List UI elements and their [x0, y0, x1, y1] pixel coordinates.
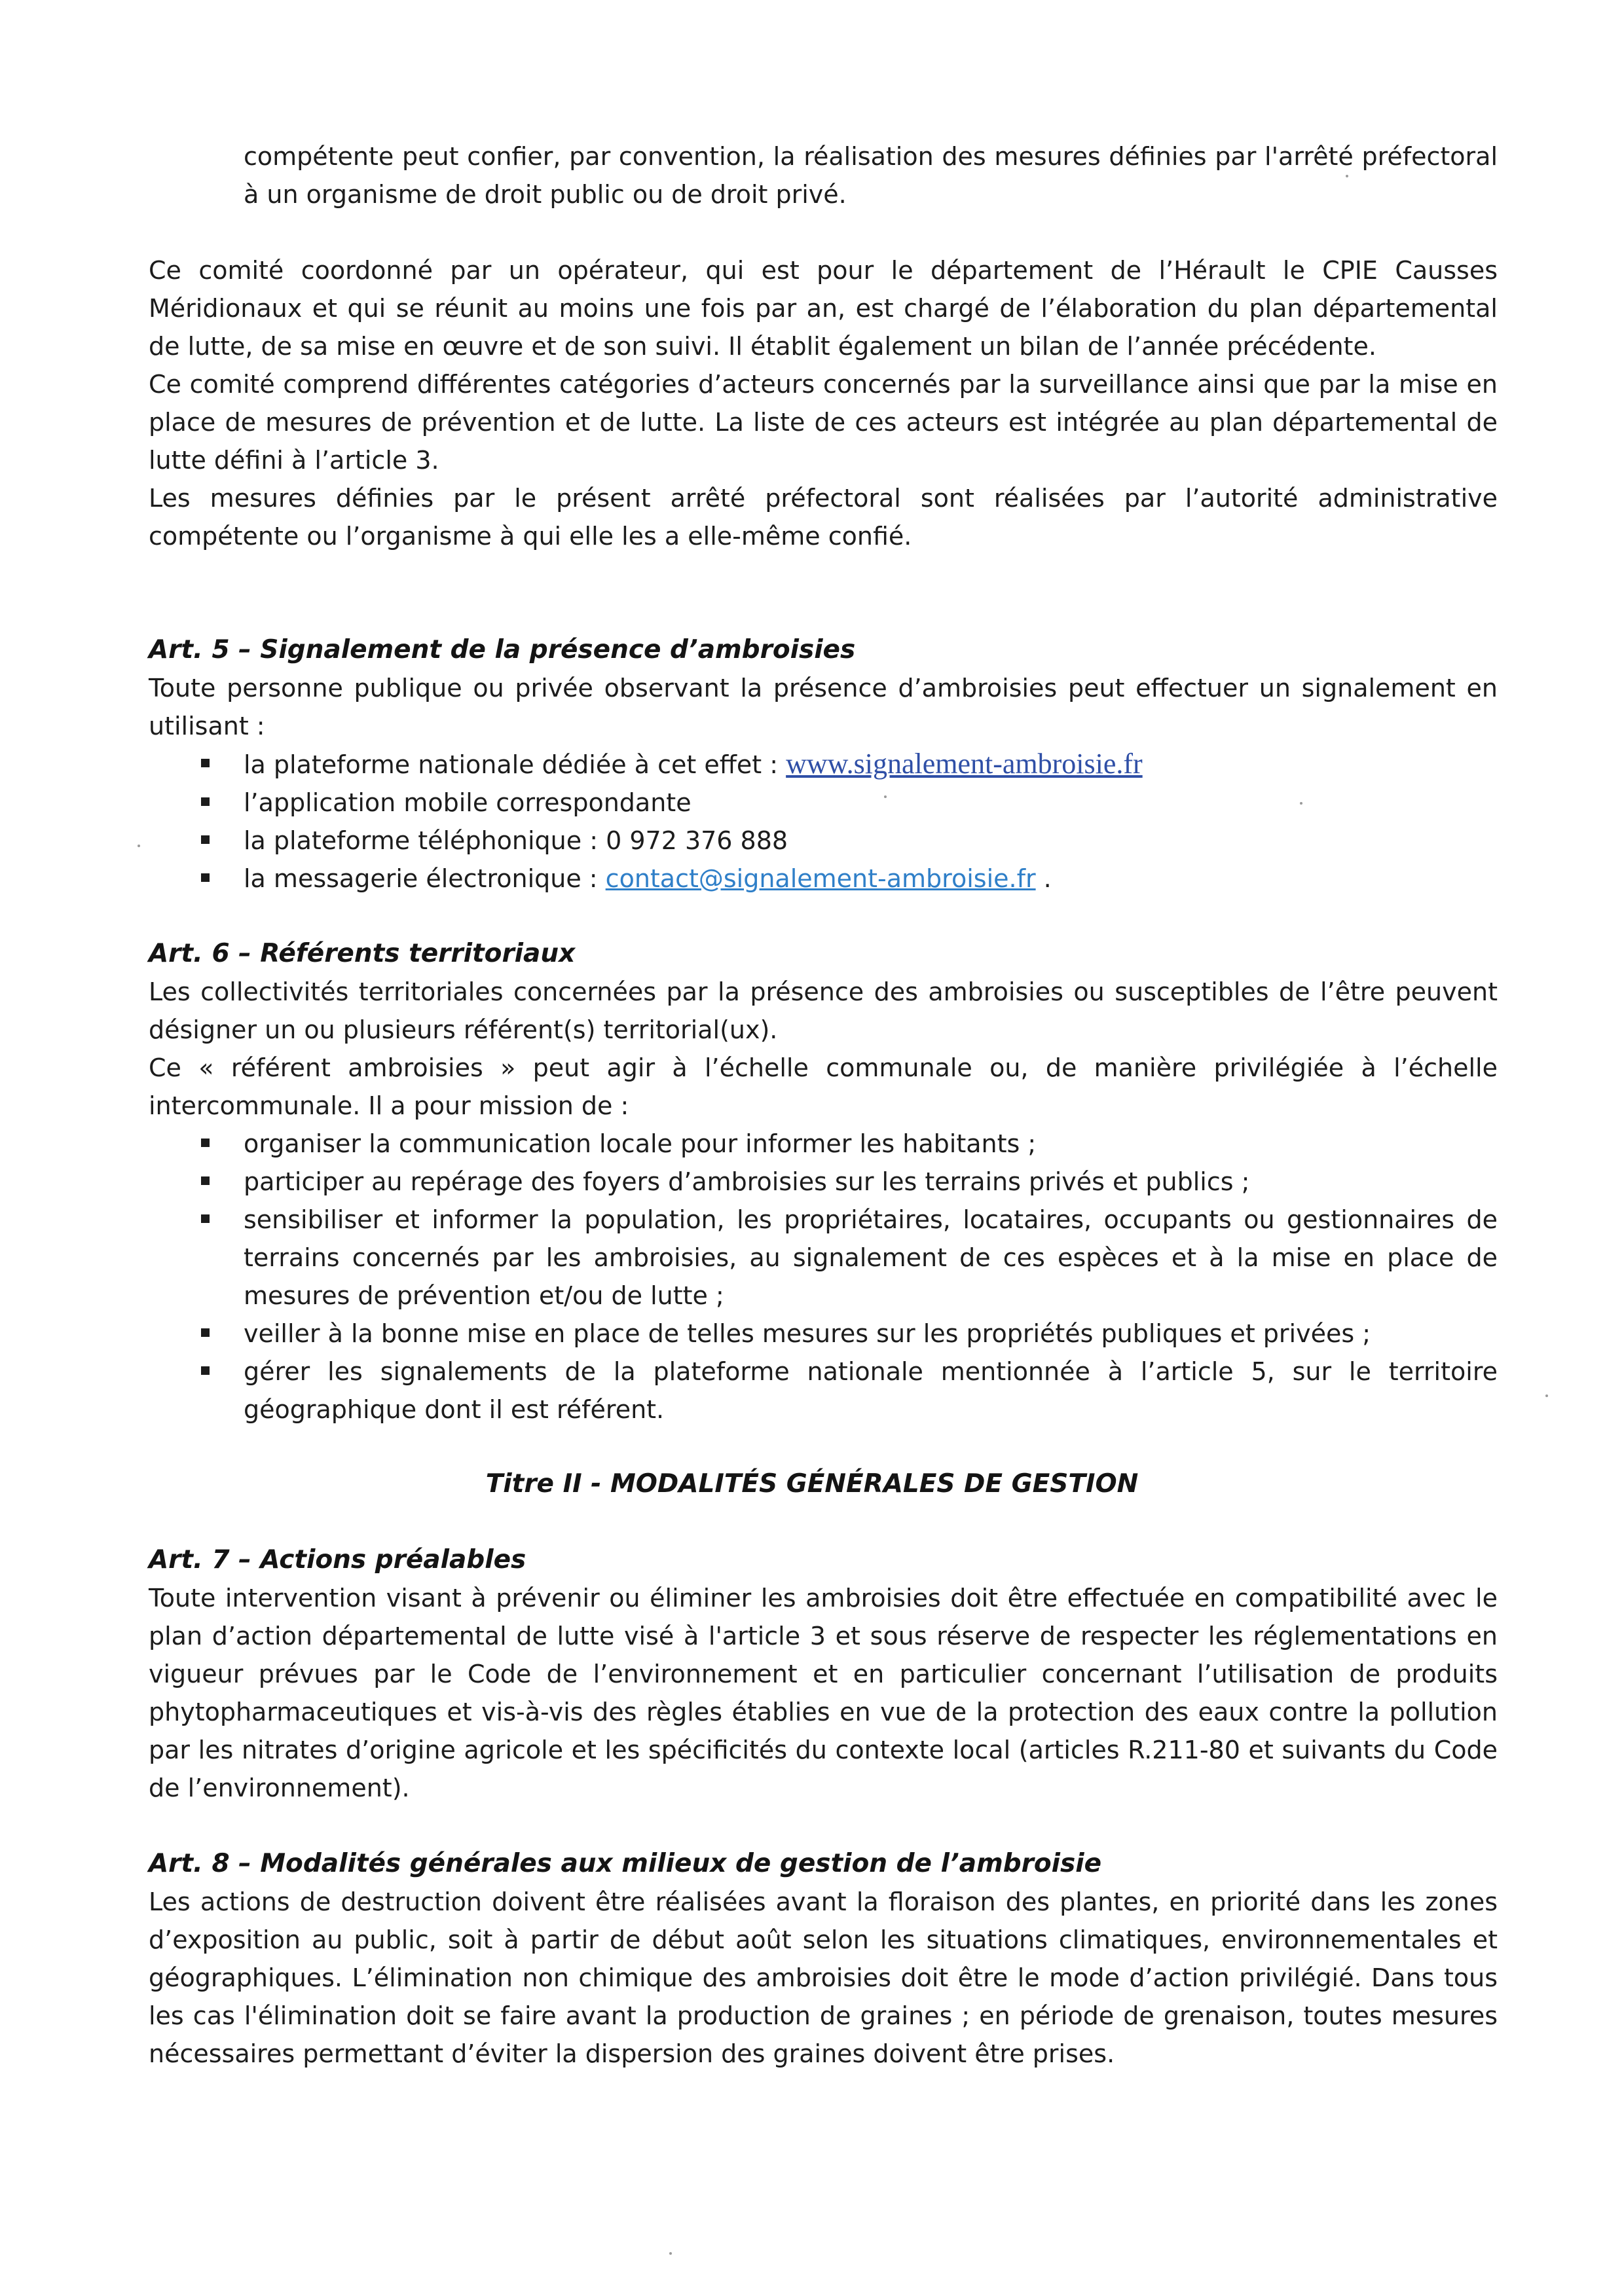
bullet-icon	[201, 759, 210, 767]
signalement-website-link[interactable]: www.signalement-ambroisie.fr	[786, 748, 1143, 780]
list-item	[149, 1163, 1498, 1201]
bullet-icon	[201, 1366, 210, 1375]
art5-heading: Art. 5 – Signalement de la présence d’ambroisies	[149, 635, 856, 665]
art5-item2-text: l’application mobile correspondante	[244, 788, 692, 817]
committee-section	[149, 251, 1498, 555]
art6-paragraph-1: Les collectivités territoriales concernées par la présence des ambroisies ou susceptibles de l’être peuvent désigner un ou plusieurs référent(s) territorial(ux).	[149, 977, 1498, 1044]
art8-heading: Art. 8 – Modalités générales aux milieux de gestion de l’ambroisie	[149, 1849, 1102, 1878]
bullet-icon	[201, 835, 210, 844]
list-item	[149, 745, 1498, 784]
art6-heading: Art. 6 – Référents territoriaux	[149, 939, 576, 968]
bullet-icon	[201, 873, 210, 882]
intro-text: compétente peut confier, par convention, la réalisation des mesures définies par l'arrêté préfectoral à un organisme de droit public ou de droit privé.	[244, 142, 1498, 209]
art5-item4-text: la messagerie électronique :	[244, 864, 606, 893]
art6-item-text: organiser la communication locale pour informer les habitants ;	[244, 1129, 1037, 1158]
art5-intro: Toute personne publique ou privée observant la présence d’ambroisies peut effectuer un signalement en utilisant :	[149, 674, 1498, 740]
list-item	[149, 1315, 1498, 1353]
art6-paragraph-2: Ce « référent ambroisies » peut agir à l’échelle communale ou, de manière privilégiée à l’échelle intercommunale. Il a pour mission de :	[149, 1053, 1498, 1120]
list-item	[149, 784, 1498, 822]
bullet-icon	[201, 1328, 210, 1337]
scan-speck	[1300, 802, 1302, 805]
committee-paragraph-1: Ce comité coordonné par un opérateur, qui est pour le département de l’Hérault le CPIE Causses Méridionaux et qui se réunit au moins une fois par an, est chargé de l’élaboration du plan départemental de lutte, de sa mise en œuvre et de son suivi. Il établit également un bilan de l’année précédente.	[149, 256, 1498, 361]
art6-item-text: participer au repérage des foyers d’ambroisies sur les terrains privés et publics ;	[244, 1167, 1250, 1196]
committee-paragraph-3: Les mesures définies par le présent arrêté préfectoral sont réalisées par l’autorité administrative compétente ou l’organisme à qui elle les a elle-même confié.	[149, 484, 1498, 551]
committee-paragraph-2: Ce comité comprend différentes catégories d’acteurs concernés par la surveillance ainsi que par la mise en place de mesures de prévention et de lutte. La liste de ces acteurs est intégrée au plan départemental de lutte défini à l’article 3.	[149, 370, 1498, 475]
intro-paragraph	[244, 137, 1498, 213]
bullet-icon	[201, 797, 210, 806]
art7-section	[149, 1579, 1498, 1807]
bullet-icon	[201, 1139, 210, 1147]
scan-speck	[669, 2252, 672, 2255]
scan-speck	[1545, 1394, 1548, 1397]
art7-heading: Art. 7 – Actions préalables	[149, 1545, 526, 1575]
list-item	[149, 1201, 1498, 1315]
list-item	[149, 860, 1498, 898]
art5-list	[149, 745, 1498, 898]
contact-email-link[interactable]: contact@signalement-ambroisie.fr	[605, 864, 1036, 893]
scan-speck	[1346, 175, 1348, 177]
list-item	[149, 1353, 1498, 1429]
scan-speck	[138, 845, 140, 847]
list-item	[149, 1125, 1498, 1163]
art6-section	[149, 973, 1498, 1429]
art6-item-text: veiller à la bonne mise en place de telles mesures sur les propriétés publiques et privées ;	[244, 1319, 1371, 1348]
scan-speck	[884, 795, 887, 798]
art5-item3-text: la plateforme téléphonique : 0 972 376 888	[244, 826, 788, 855]
bullet-icon	[201, 1176, 210, 1185]
art6-item-text: gérer les signalements de la plateforme nationale mentionnée à l’article 5, sur le territoire géographique dont il est référent.	[244, 1357, 1498, 1424]
art6-item-text: sensibiliser et informer la population, les propriétaires, locataires, occupants ou gestionnaires de terrains concernés par les ambroisies, au signalement de ces espèces et à la mise en place de mesures de prévention et/ou de lutte ;	[244, 1205, 1498, 1310]
art5-item1-text: la plateforme nationale dédiée à cet effet :	[244, 750, 786, 779]
art6-list	[149, 1125, 1498, 1429]
art8-section	[149, 1883, 1498, 2073]
art5-section	[149, 669, 1498, 898]
list-item	[149, 822, 1498, 860]
art5-item4-after: .	[1035, 864, 1052, 893]
art7-paragraph: Toute intervention visant à prévenir ou éliminer les ambroisies doit être effectuée en compatibilité avec le plan d’action départemental de lutte visé à l'article 3 et sous réserve de respecter les réglementations en vigueur prévues par le Code de l’environnement et en particulier concernant l’utilisation de produits phytopharmaceutiques et vis-à-vis des règles établies en vue de la protection des eaux contre la pollution par les nitrates d’origine agricole et les spécificités du contexte local (articles R.211-80 et suivants du Code de l’environnement).	[149, 1584, 1498, 1802]
bullet-icon	[201, 1214, 210, 1223]
titre-2-heading: Titre II - MODALITÉS GÉNÉRALES DE GESTION	[485, 1469, 1139, 1499]
art8-paragraph: Les actions de destruction doivent être réalisées avant la floraison des plantes, en priorité dans les zones d’exposition au public, soit à partir de début août selon les situations climatiques, environnementales et géographiques. L’élimination non chimique des ambroisies doit être le mode d’action privilégié. Dans tous les cas l'élimination doit se faire avant la production de graines ; en période de grenaison, toutes mesures nécessaires permettant d’éviter la dispersion des graines doivent être prises.	[149, 1887, 1498, 2068]
